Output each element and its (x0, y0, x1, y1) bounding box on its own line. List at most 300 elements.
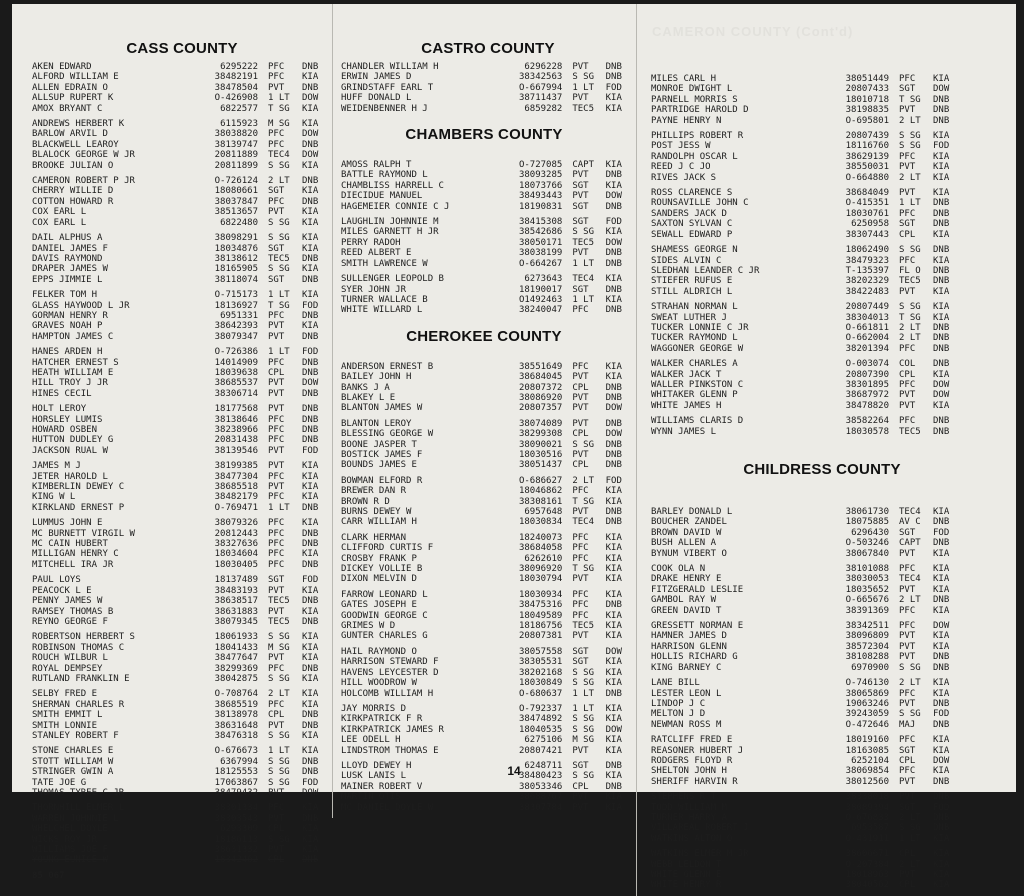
service-number: 20811889 (214, 150, 258, 161)
soldier-name: ALLEN EDRAIN O (32, 82, 108, 93)
roster-entry (32, 824, 332, 834)
rank: S SG (899, 245, 921, 256)
roster-entry (32, 332, 332, 342)
rank: PFC (268, 435, 285, 446)
service-number: 38138646 (214, 414, 258, 425)
status: DOW (933, 621, 950, 632)
status: KIA (302, 72, 319, 83)
status: KIA (302, 233, 319, 244)
roster-entry (32, 575, 332, 585)
rank: 2 LT (572, 475, 595, 486)
rank: T SG (572, 496, 595, 507)
rank: 1 LT (268, 746, 290, 757)
roster-entry (651, 95, 1007, 105)
rank: PFC (268, 357, 285, 368)
service-number: 18049589 (518, 610, 563, 621)
rank: PVT (572, 93, 589, 104)
service-number: 38067840 (845, 548, 889, 559)
soldier-name: COX EARL L (32, 207, 87, 218)
status: DNB (302, 176, 319, 187)
rank: TEC5 (899, 426, 921, 437)
status: DNB (933, 219, 950, 230)
service-number: 38685537 (214, 378, 258, 389)
rank: S SG (572, 439, 595, 450)
soldier-name: REED ALBERT E (341, 248, 412, 259)
roster-entry (341, 83, 635, 93)
soldier-name: HAMNER JAMES D (651, 631, 727, 642)
roster-entry (341, 362, 635, 372)
soldier-name: TODD WILLIAM M (651, 802, 727, 813)
rank: M SG (268, 119, 290, 130)
soldier-name: SMITH LONNIE (32, 720, 98, 731)
status: DOW (933, 390, 950, 401)
soldier-name: REASONER HUBERT J (651, 745, 744, 756)
soldier-name: SWEAT LUTHER J (651, 312, 727, 323)
rank: T SG (899, 94, 921, 105)
rank: T SG (572, 564, 595, 575)
soldier-name: LINDSTROM THOMAS E (341, 745, 439, 756)
roster-entry (341, 689, 635, 699)
roster-entry (32, 835, 332, 845)
roster-entry (341, 611, 635, 621)
roster-entry (651, 689, 1007, 699)
roster-entry (651, 663, 1007, 673)
soldier-name: STONE CHARLES E (32, 746, 114, 757)
soldier-name: WATKINS ALTON O (651, 833, 733, 844)
status: KIA (302, 207, 319, 218)
status: KIA (933, 188, 950, 199)
service-number: 38198835 (845, 105, 889, 116)
service-number: 38042875 (214, 673, 258, 684)
service-number: 20812443 (214, 528, 258, 539)
soldier-name: HORSLEY LUMIS (32, 414, 103, 425)
roster-group (651, 678, 1007, 730)
rank: FL O (899, 265, 921, 276)
rank: PVT (899, 400, 916, 411)
roster-entry (32, 176, 332, 186)
service-number: 18165905 (214, 264, 258, 275)
soldier-name: STEPHENS R T (651, 792, 717, 803)
roster-entry (32, 778, 332, 788)
service-number: 38038820 (214, 129, 258, 140)
soldier-name: FARROW LEONARD L (341, 589, 428, 600)
service-number: 18019160 (845, 735, 889, 746)
status: DNB (605, 418, 622, 429)
rank: PVT (572, 403, 589, 414)
status: DNB (933, 94, 950, 105)
rank: PVT (899, 188, 916, 199)
service-number: 38238966 (214, 425, 258, 435)
service-number: T-135397 (845, 265, 889, 276)
rank: CPL (572, 781, 589, 792)
roster-group (651, 302, 1007, 354)
rank: PVT (899, 105, 916, 116)
service-number: 38474892 (518, 714, 563, 725)
roster-entry (651, 528, 1007, 538)
rank: S SG (572, 678, 595, 689)
service-number: 38201394 (845, 343, 889, 354)
status: KIA (933, 229, 950, 240)
service-number: 18034604 (214, 549, 258, 560)
status: DNB (302, 253, 319, 264)
roster-entry (341, 160, 635, 170)
service-number: 38483193 (214, 585, 258, 596)
roster-entry (341, 735, 635, 745)
service-number: O-792337 (518, 703, 563, 714)
roster-entry (341, 450, 635, 460)
rank: PVT (899, 162, 916, 173)
status: KIA (302, 264, 319, 275)
roster-entry (32, 596, 332, 606)
rank: PFC (268, 559, 285, 570)
service-number: 38079347 (214, 331, 258, 342)
soldier-name: GORMAN HENRY R (32, 310, 108, 321)
service-number: O-726386 (214, 347, 258, 358)
service-number: O-667994 (518, 82, 563, 93)
rank: PVT (268, 813, 285, 824)
soldier-name: GRINDSTAFF EARL T (341, 82, 434, 93)
service-number: 18046862 (518, 486, 563, 497)
status: DNB (302, 596, 319, 607)
service-number: 38139546 (214, 445, 258, 456)
roster-entry (32, 446, 332, 456)
roster-entry (651, 302, 1007, 312)
roster-entry (341, 647, 635, 657)
soldier-name: SMITH LAWRENCE W (341, 258, 428, 269)
roster-entry (651, 359, 1007, 369)
roster-entry (341, 93, 635, 103)
roster-entry (651, 416, 1007, 426)
rank: PVT (899, 698, 916, 709)
rank: SGT (899, 84, 916, 95)
service-number: O-680637 (518, 688, 563, 699)
status: FOD (302, 445, 319, 456)
service-number: O-686627 (518, 475, 563, 486)
soldier-name: ROBERTSON HERBERT S (32, 632, 135, 643)
service-number: 18137489 (214, 575, 258, 586)
roster-entry (651, 390, 1007, 400)
soldier-name: HAIL RAYMOND O (341, 646, 417, 657)
soldier-name: THORNHILL ELMER L (32, 803, 125, 814)
roster-entry (32, 244, 332, 254)
rank: PFC (899, 621, 916, 632)
roster-entry (651, 834, 1007, 844)
status: FOD (302, 777, 319, 788)
soldier-name: HANES ARDEN H (32, 347, 103, 358)
status: KIA (605, 610, 622, 621)
status: FOD (605, 82, 622, 93)
service-number: 38342563 (518, 72, 563, 83)
status: KIA (933, 286, 950, 297)
status: KIA (605, 792, 622, 803)
rank: PFC (268, 310, 285, 321)
service-number: 38513657 (214, 207, 258, 218)
roster-entry (32, 254, 332, 264)
roster-entry (341, 181, 635, 191)
service-number: 6248711 (524, 760, 563, 771)
status: FOD (605, 217, 622, 228)
soldier-name: GATES JOSEPH E (341, 600, 417, 611)
status: KIA (605, 486, 622, 497)
soldier-name: RUTLAND FRANKLIN E (32, 673, 130, 684)
roster-entry (32, 674, 332, 684)
status: DNB (302, 196, 319, 207)
rank: PVT (268, 404, 285, 415)
rank: TEC4 (572, 517, 595, 528)
rank: PVT (899, 652, 916, 663)
soldier-name: FITZGERALD LESLIE (651, 584, 744, 595)
status: KIA (933, 400, 950, 411)
rank: SGT (899, 802, 916, 813)
rank: PVT (899, 584, 916, 595)
roster-entry (32, 218, 332, 228)
status: KIA (302, 699, 319, 710)
soldier-name: GREEN DAVID T (651, 605, 722, 616)
status: KIA (302, 845, 319, 856)
rank: S SG (268, 632, 290, 643)
rank: PFC (899, 343, 916, 354)
soldier-name: ROUNSAVILLE JOHN C (651, 198, 749, 209)
roster-entry (32, 518, 332, 528)
roster-group (32, 689, 332, 741)
status: DNB (302, 756, 319, 767)
rank: 1 LT (899, 198, 921, 209)
rank: PVT (268, 653, 285, 664)
status: KIA (605, 496, 622, 507)
status: KIA (605, 631, 622, 642)
roster-entry (341, 725, 635, 735)
roster-entry (32, 503, 332, 513)
roster-entry (32, 653, 332, 663)
rank: CPL (899, 880, 916, 891)
roster-group (341, 704, 635, 756)
status: KIA (933, 631, 950, 642)
rank: S SG (268, 834, 290, 845)
status: DNB (302, 528, 319, 539)
soldier-name: WALKER CHARLES A (651, 359, 738, 370)
roster-group (651, 735, 1007, 787)
roster-entry (651, 642, 1007, 652)
soldier-name: BANKS J A (341, 382, 390, 393)
service-number: 6295222 (220, 62, 258, 72)
service-number: 38542686 (518, 227, 563, 238)
service-number: 38030053 (845, 574, 889, 585)
rank: PVT (268, 585, 285, 596)
rank: PFC (572, 600, 589, 611)
status: DNB (933, 823, 950, 834)
rank: PFC (572, 361, 589, 372)
service-number: 38089394 (845, 802, 889, 813)
roster-entry (32, 803, 332, 813)
rank: S SG (268, 777, 290, 788)
rank: PFC (268, 518, 285, 529)
roster-entry (651, 507, 1007, 517)
soldier-name: DANIEL JAMES F (32, 243, 108, 254)
rank: PFC (268, 414, 285, 425)
status: KIA (605, 553, 622, 564)
status: KIA (605, 678, 622, 689)
service-number: 18190017 (518, 284, 563, 295)
soldier-name: MC CAIN HUBERT (32, 539, 108, 550)
soldier-name: HARRISON STEWARD F (341, 657, 439, 668)
service-number: 38572304 (845, 641, 889, 652)
status: FOD (605, 475, 622, 486)
rank: CPL (899, 755, 916, 766)
roster-entry (341, 403, 635, 413)
roster-entry (32, 140, 332, 150)
soldier-name: WILLIAMS CLARIS D (651, 416, 744, 427)
roster-group (341, 590, 635, 642)
roster-entry (32, 301, 332, 311)
rank: SGT (572, 284, 589, 295)
rank: PVT (899, 641, 916, 652)
service-number: 18030516 (518, 449, 563, 460)
service-number: 18075885 (845, 517, 889, 528)
status: DOW (605, 646, 622, 657)
soldier-name: AKEN EDWARD (32, 62, 92, 72)
service-number: 18136927 (214, 300, 258, 311)
status: KIA (605, 543, 622, 554)
soldier-name: WHITE GLENN E (651, 870, 722, 880)
roster-entry (651, 631, 1007, 641)
roster-entry (651, 564, 1007, 574)
service-number: 18240073 (518, 532, 563, 543)
soldier-name: HILL WOODROW W (341, 678, 417, 689)
service-number: 38687972 (845, 390, 889, 401)
service-number: O-746130 (845, 678, 889, 689)
service-number: 38138612 (214, 253, 258, 264)
rank: 1 LT (572, 258, 595, 269)
service-number: 38038199 (518, 248, 563, 259)
soldier-name: COOK OLA N (651, 564, 706, 575)
roster-entry (341, 419, 635, 429)
service-number: 18186113 (214, 834, 258, 845)
service-number: O-207384 (845, 859, 889, 870)
soldier-name: STRINGER GWIN A (32, 767, 114, 778)
status: DNB (302, 82, 319, 93)
rank: 2 LT (899, 115, 921, 126)
rank: PVT (572, 418, 589, 429)
roster-entry (651, 287, 1007, 297)
service-number: 38415308 (518, 217, 563, 228)
roster-group (651, 564, 1007, 616)
rank: PFC (572, 532, 589, 543)
service-number: 38550031 (845, 162, 889, 173)
roster-entry (341, 590, 635, 600)
status: DNB (302, 663, 319, 674)
service-number: 38240047 (518, 305, 563, 316)
service-number: 38493443 (518, 191, 563, 202)
status: DOW (302, 378, 319, 389)
service-number: 20807390 (845, 369, 889, 380)
soldier-name: TUCKER LONNIE C JR (651, 322, 749, 333)
rank: PFC (899, 208, 916, 219)
rank: PVT (268, 606, 285, 617)
service-number: 38199385 (214, 461, 258, 472)
status: DNB (933, 426, 950, 437)
service-number: 38057558 (518, 646, 563, 657)
soldier-name: BROOKE JULIAN O (32, 160, 114, 171)
status: KIA (933, 131, 950, 142)
service-number: 18030934 (518, 589, 563, 600)
soldier-name: WILLIAMS JOE F (32, 845, 108, 856)
roster-entry (651, 880, 1007, 890)
roster-entry (651, 849, 1007, 859)
status: DNB (933, 333, 950, 344)
soldier-name: PARNELL MORRIS S (651, 94, 738, 105)
service-number: 38629139 (845, 151, 889, 162)
service-number: 38391369 (845, 605, 889, 616)
service-number: 38711437 (518, 93, 563, 104)
roster-entry (341, 170, 635, 180)
soldier-name: BOUNDS JAMES E (341, 460, 417, 471)
roster-entry (651, 870, 1007, 880)
soldier-name: WHELCHEL DOYLE (32, 824, 108, 835)
roster-entry (32, 83, 332, 93)
status: KIA (302, 653, 319, 664)
soldier-name: CHAMBLISS HARRELL C (341, 180, 444, 191)
service-number: 18030794 (518, 574, 563, 585)
service-number: 18073766 (518, 180, 563, 191)
status: KIA (933, 564, 950, 575)
soldier-name: WATKINS ELMER M JR (651, 849, 749, 860)
soldier-name: STILL ALDRICH L (651, 286, 733, 297)
soldier-name: WHITE WILLARD L (341, 305, 423, 316)
soldier-name: TURNER WALLACE B (341, 294, 428, 305)
rank: PFC (268, 139, 285, 150)
soldier-name: HOLCOMB WILLIAM H (341, 688, 434, 699)
service-number: 38606671 (845, 849, 889, 860)
roster-entry (32, 321, 332, 331)
soldier-name: WEIDENBENNER H J (341, 103, 428, 114)
soldier-name: SULLENGER LEOPOLD B (341, 274, 444, 285)
rank: T SG (268, 300, 290, 311)
status: KIA (605, 274, 622, 285)
service-number: 6822480 (220, 217, 258, 228)
soldier-name: HAMPTON JAMES C (32, 331, 114, 342)
roster-entry (651, 823, 1007, 833)
rank: TEC5 (268, 616, 290, 627)
roster-group (32, 632, 332, 684)
roster-entry (32, 643, 332, 653)
service-number: 38482191 (214, 72, 258, 83)
status: KIA (605, 621, 622, 632)
soldier-name: STOTT WILLIAM W (32, 756, 114, 767)
service-number: 18190831 (518, 201, 563, 212)
roster-entry (341, 497, 635, 507)
soldier-name: HEATH WILLIAM E (32, 367, 114, 378)
roster-entry (341, 440, 635, 450)
status: KIA (302, 471, 319, 482)
roster-entry (32, 425, 332, 435)
status: DNB (302, 425, 319, 435)
roster-entry (341, 202, 635, 212)
status: KIA (933, 745, 950, 756)
status: DNB (933, 698, 950, 709)
rank: PVT (268, 378, 285, 389)
roster-group (651, 245, 1007, 297)
soldier-name: KING BARNEY C (651, 662, 722, 673)
rank: PVT (572, 745, 589, 756)
roster-group (32, 233, 332, 285)
roster-entry (341, 274, 635, 284)
roster-entry (341, 803, 635, 813)
soldier-name: SLEDHAN LEANDER C JR (651, 265, 760, 276)
status: DNB (302, 435, 319, 446)
roster-entry (32, 415, 332, 425)
status: KIA (302, 632, 319, 643)
status: DOW (302, 788, 319, 798)
